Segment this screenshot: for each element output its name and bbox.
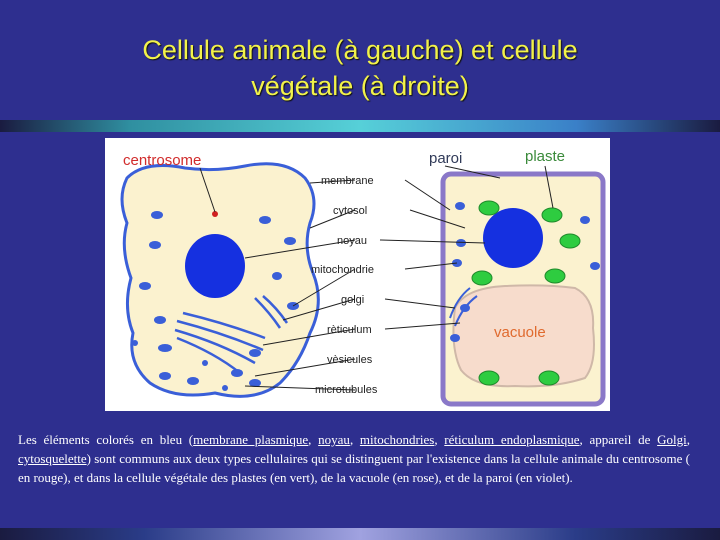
label-reticulum: rèticulum: [327, 324, 372, 336]
caption-text-1: Les éléments colorés en bleu (: [18, 432, 194, 447]
title-line-2: végétale (à droite): [251, 71, 469, 101]
label-microtubules: microtubules: [315, 384, 378, 396]
link-membrane-plasmique[interactable]: membrane plasmique: [193, 432, 309, 447]
link-reticulum-endoplasmique[interactable]: réticulum endoplasmique: [444, 432, 580, 447]
link-cytosquelette[interactable]: cytosquelette: [18, 451, 87, 466]
label-cytosol: cytosol: [333, 205, 368, 217]
label-mitochondrie: mitochondrie: [311, 264, 374, 276]
label-centrosome: centrosome: [123, 152, 202, 169]
cell-diagram-svg: [105, 138, 610, 411]
caption-text-2: , appareil de: [579, 432, 658, 447]
label-noyau: noyau: [337, 235, 367, 247]
label-vesicules: vèsicules: [327, 354, 373, 366]
label-golgi: golgi: [341, 294, 365, 306]
animal-nucleus: [185, 234, 245, 298]
label-membrane: membrane: [321, 175, 374, 187]
caption-paragraph: [18, 430, 690, 487]
link-noyau[interactable]: noyau: [318, 432, 350, 447]
caption-sep-2: ,: [349, 432, 360, 447]
bottom-divider-bar: [0, 528, 720, 540]
top-divider-bar: [0, 120, 720, 132]
caption-sep-3: ,: [434, 432, 445, 447]
link-mitochondries[interactable]: mitochondries: [359, 432, 435, 447]
title-line-1: Cellule animale (à gauche) et cellule: [142, 35, 578, 65]
label-vacuole: vacuole: [494, 324, 546, 341]
label-paroi: paroi: [429, 150, 463, 167]
caption-text-3: ) sont communs aux deux types cellulaires qui se distinguent par l'existence dans la cellule animale du centrosome ( en rouge), et dans la cellule végétale des plastes (en vert), de la vacuole (en rose), et de la paroi (en violet).: [18, 451, 690, 485]
slide-title: [40, 32, 680, 104]
plant-nucleus: [483, 208, 543, 268]
cell-diagram: [105, 138, 610, 411]
label-plaste: plaste: [525, 148, 566, 165]
caption-sep-4: ,: [686, 432, 690, 447]
caption-sep-1: ,: [308, 432, 319, 447]
link-golgi[interactable]: Golgi: [657, 432, 687, 447]
